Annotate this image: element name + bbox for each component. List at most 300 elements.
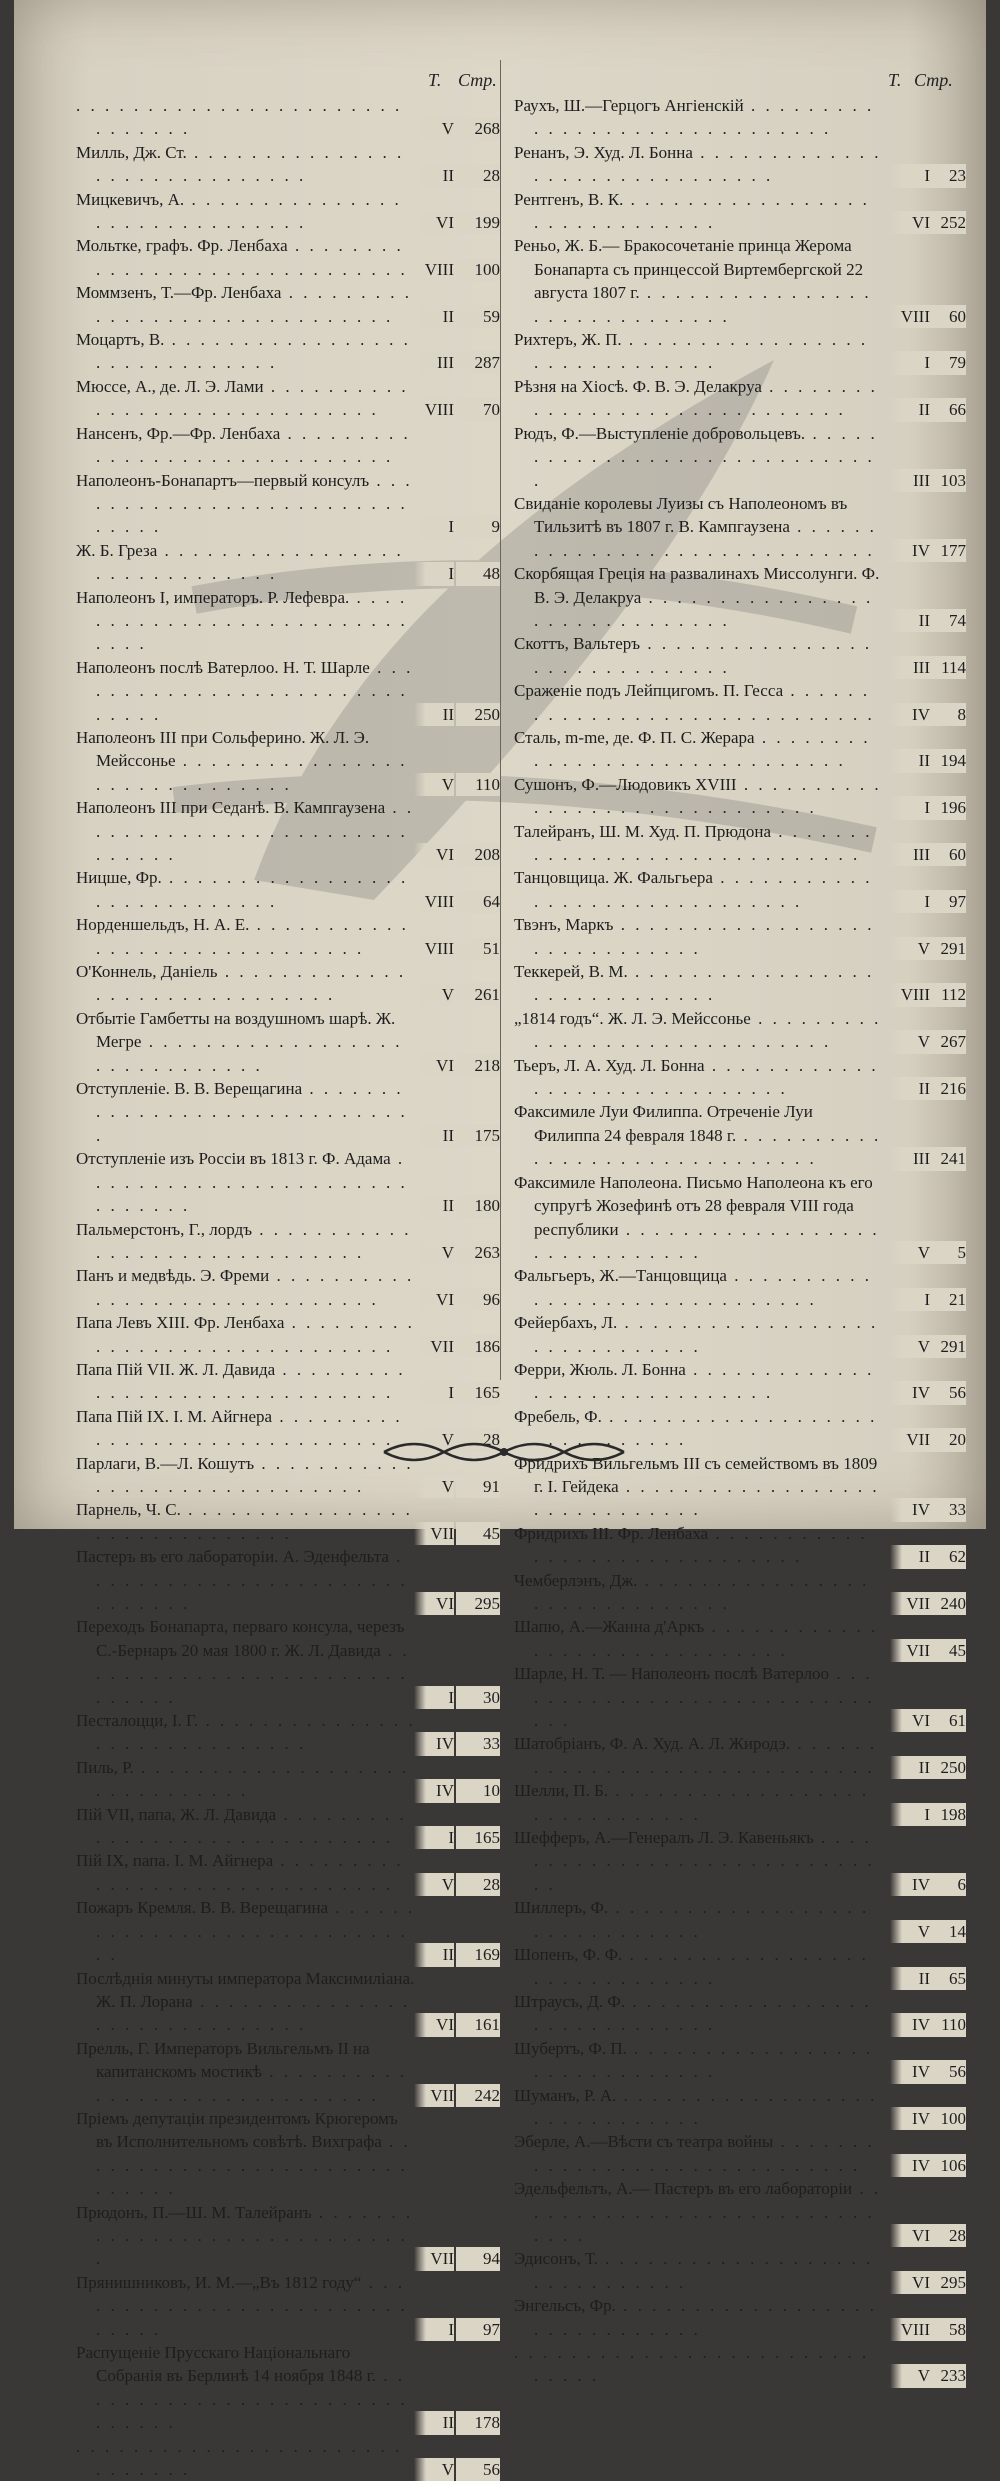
entry-page: 59 [456,305,500,328]
entry-page: 250 [456,703,500,726]
entry-page: 263 [456,1241,500,1264]
index-entry [514,1779,966,1826]
index-entry [76,1007,500,1077]
entry-page: 100 [456,258,500,281]
entry-title: Шелли, П. Б. . . . [514,1779,966,1826]
entry-title: Шатобріанъ, Ф. А. Худ. А. Л. Жиродэ. . . . [514,1732,966,1779]
page-header: Стр. [914,70,953,90]
entry-volume: V [890,1241,930,1264]
entry-volume: VIII [890,983,930,1006]
left-column-header [76,70,500,94]
column-divider [500,60,501,1380]
entry-page: 74 [930,609,966,632]
entry-title: Ницше, Фр. . . . [76,866,500,913]
entry-title: Наполеонъ III при Сольферино. Ж. Л. Э. Мейссонье . . . [76,726,500,796]
entry-volume: IV [890,2013,930,2036]
page-header: Стр. [458,70,497,90]
entry-title: Шиллеръ, Ф. . . . [514,1896,966,1943]
entry-volume: V [414,1475,454,1498]
entry-volume: VI [890,211,930,234]
entry-title: Папа Левъ XIII. Фр. Ленбаха . . . [76,1311,500,1358]
entry-title: Скоттъ, Вальтеръ . . . [514,632,966,679]
entry-title: Шапю, А.—Жанна д'Аркъ . . . [514,1615,966,1662]
entry-title: Факсимиле Луи Филиппа. Отреченіе Луи Филиппа 24 февраля 1848 г. . . . [514,1100,966,1170]
entry-page: 250 [930,1756,966,1779]
entry-title: Эберле, А.—Вѣсти съ театра войны . . . [514,2130,966,2177]
index-entry [514,679,966,726]
entry-title: Эдельфельтъ, А.— Пастеръ въ его лабораторіи . . . [514,2177,966,2247]
entry-volume: II [890,398,930,421]
entry-title: Фальгьеръ, Ж.—Танцовщица . . . [514,1264,966,1311]
entry-page: 103 [930,469,966,492]
index-entry [514,375,966,422]
entry-page: 240 [930,1592,966,1615]
entry-volume: V [890,1920,930,1943]
entry-page: 56 [930,1381,966,1404]
left-entry-list [76,94,500,2481]
entry-title: Отступленіе изъ Россіи въ 1813 г. Ф. Адама . . . [76,1147,500,1217]
entry-page: 9 [456,515,500,538]
entry-page: 33 [930,1498,966,1521]
entry-title: Сушонъ, Ф.—Людовикъ XVIII . . . [514,773,966,820]
entry-volume: VII [890,1639,930,1662]
entry-volume: V [890,937,930,960]
entry-page: 6 [930,1873,966,1896]
entry-volume: V [414,1241,454,1264]
entry-title: Талейранъ, Ш. М. Худ. П. Прюдона . . . [514,820,966,867]
entry-page: 28 [456,164,500,187]
entry-title: Реньо, Ж. Б.— Бракосочетаніе принца Жерома Бонапарта съ принцессой Виртембергской 22 августа 1807 г. . . . [514,234,966,328]
entry-volume: III [414,351,454,374]
entry-title: Шарле, Н. Т. — Наполеонъ послѣ Ватерлоо . . . [514,1662,966,1732]
entry-page: 28 [456,1873,500,1896]
entry-page: 10 [456,1779,500,1802]
entry-page: 198 [930,1803,966,1826]
entry-title: Танцовщица. Ж. Фальгьера . . . [514,866,966,913]
right-column [514,70,966,2388]
entry-title: Пастеръ въ его лабораторіи. А. Эденфельта . . . [76,1545,500,1615]
index-entry [514,866,966,913]
entry-volume: VI [890,2271,930,2294]
entry-volume: VIII [414,890,454,913]
entry-page: 64 [456,890,500,913]
entry-volume: VII [414,2084,454,2107]
index-entry [514,913,966,960]
entry-page: 96 [456,1288,500,1311]
index-entry [76,866,500,913]
index-entry [76,796,500,866]
entry-volume: VI [890,1709,930,1732]
index-entry [76,656,500,726]
entry-volume: VI [414,1288,454,1311]
entry-title: Энгельсъ, Фр. . . . [514,2294,966,2341]
entry-page: 65 [930,1967,966,1990]
entry-title: Эдисонъ, Т. . . . [514,2247,966,2294]
entry-page: 70 [456,398,500,421]
index-entry [76,1615,500,1709]
volume-header: Т. [428,70,442,90]
entry-page: 45 [930,1639,966,1662]
entry-volume: I [890,1803,930,1826]
entry-page: 97 [930,890,966,913]
entry-page: 112 [930,983,966,1006]
entry-title: Прянишниковъ, И. М.—„Въ 1812 году“ . . . [76,2271,500,2341]
entry-volume: IV [890,1381,930,1404]
entry-title: Штраусъ, Д. Ф. . . . [514,1990,966,2037]
entry-page: 62 [930,1545,966,1568]
entry-page: 56 [930,2060,966,2083]
entry-page: 252 [930,211,966,234]
entry-title: Свиданіе королевы Луизы съ Наполеономъ въ Тильзитѣ въ 1807 г. В. Кампгаузена . . . [514,492,966,562]
entry-page: 196 [930,796,966,819]
ornament-vignette [374,1432,634,1472]
entry-title: Мольтке, графъ. Фр. Ленбаха . . . [76,234,500,281]
entry-volume: II [414,703,454,726]
index-entry [76,328,500,375]
index-entry [76,2201,500,2271]
entry-title: Пальмерстонъ, Г., лордъ . . . [76,1218,500,1265]
entry-volume: II [414,305,454,328]
entry-volume: II [414,1194,454,1217]
index-entry [76,1147,500,1217]
entry-volume: II [414,1943,454,1966]
entry-title: Шубертъ, Ф. П. . . . [514,2037,966,2084]
entry-page: 5 [930,1241,966,1264]
entry-title: Наполеонъ III при Седанѣ. В. Кампгаузена . . . [76,796,500,866]
book-page [14,0,986,2480]
entry-page: 199 [456,211,500,234]
entry-page: 51 [456,937,500,960]
entry-volume: VIII [414,258,454,281]
entry-volume: V [414,1428,454,1451]
entry-volume: I [414,1826,454,1849]
index-entry [514,1171,966,1265]
entry-page: 30 [456,1686,500,1709]
entry-volume: II [890,609,930,632]
entry-volume: VII [414,1522,454,1545]
entry-volume: VI [890,2224,930,2247]
entry-volume: VII [890,1428,930,1451]
entry-page: 261 [456,983,500,1006]
entry-title: Наполеонъ-Бонапартъ—первый консулъ . . . [76,469,500,539]
entry-volume: II [414,1124,454,1147]
index-entry [514,1943,966,1990]
entry-volume: VI [414,211,454,234]
index-entry [76,1358,500,1405]
entry-title: Панъ и медвѣдь. Э. Фреми . . . [76,1264,500,1311]
entry-page: 233 [930,2364,966,2387]
entry-volume: V [890,2364,930,2387]
entry-page: 45 [456,1522,500,1545]
index-entry [514,1054,966,1101]
entry-page: 58 [930,2318,966,2341]
index-entry [76,1545,500,1615]
entry-volume: I [890,796,930,819]
left-column [76,70,500,2481]
entry-title: Фребель, Ф. . . . [514,1405,966,1452]
index-entry [76,2107,500,2201]
entry-title: Ренанъ, Э. Худ. Л. Бонна . . . [514,141,966,188]
entry-title: Моцартъ, В. . . . [76,328,500,375]
index-entry [514,1100,966,1170]
entry-title: Шопенъ, Ф. Ф. . . . [514,1943,966,1990]
index-entry [514,2037,966,2084]
entry-volume: IV [414,1732,454,1755]
index-entry [514,2341,966,2388]
entry-volume: VIII [890,2318,930,2341]
index-entry [514,820,966,867]
entry-volume: I [414,515,454,538]
index-entry [514,2294,966,2341]
index-entry [514,1990,966,2037]
index-entry [76,586,500,656]
entry-title: Папа Пій IX. І. М. Айгнера . . . [76,1405,500,1452]
entry-page: 14 [930,1920,966,1943]
entry-title: Папа Пій VII. Ж. Л. Давида . . . [76,1358,500,1405]
index-entry [76,1218,500,1265]
entry-volume: VI [414,843,454,866]
entry-title: Ферри, Жюль. Л. Бонна . . . [514,1358,966,1405]
entry-volume: VII [890,1592,930,1615]
index-entry [514,2177,966,2247]
index-entry [76,1311,500,1358]
entry-volume: II [890,1545,930,1568]
entry-volume: VIII [414,937,454,960]
entry-title: Мицкевичъ, А. . . . [76,188,500,235]
entry-title: Парнель, Ч. С. . . . [76,1498,500,1545]
entry-volume: IV [890,2060,930,2083]
entry-title: Пожаръ Кремля. В. В. Верещагина . . . [76,1896,500,1966]
entry-title: Сталь, m-me, де. Ф. П. С. Жерара . . . [514,726,966,773]
entry-page: 268 [456,117,500,140]
entry-title: Наполеонъ послѣ Ватерлоо. Н. Т. Шарле . . . [76,656,500,726]
entry-title: Пій IX, папа. І. М. Айгнера . . . [76,1849,500,1896]
entry-page: 161 [456,2013,500,2036]
entry-volume: VII [414,2247,454,2270]
entry-title: Пиль, Р. . . . [76,1756,500,1803]
index-entry [76,94,500,141]
entry-title: Шуманъ, Р. А. . . . [514,2084,966,2131]
right-column-header [514,70,966,94]
index-entry [514,1311,966,1358]
entry-page: 23 [930,164,966,187]
index-entry [514,422,966,492]
index-entry [76,1896,500,1966]
entry-title: Прюдонъ, П.—Ш. М. Талейранъ . . . [76,2201,500,2271]
entry-page: 175 [456,1124,500,1147]
index-entry [76,1498,500,1545]
entry-volume: VI [414,2013,454,2036]
entry-volume: IV [890,1498,930,1521]
entry-volume: III [890,843,930,866]
entry-volume: VII [414,1335,454,1358]
entry-page: 242 [456,2084,500,2107]
entry-volume: V [414,983,454,1006]
entry-title: Рентгенъ, В. К. . . . [514,188,966,235]
index-entry [76,960,500,1007]
index-entry [514,2247,966,2294]
entry-page: 194 [930,749,966,772]
entry-title: Милль, Дж. Ст. . . . [76,141,500,188]
index-entry [514,2130,966,2177]
entry-page: 216 [930,1077,966,1100]
index-entry [76,1803,500,1850]
index-entry [76,1709,500,1756]
index-entry [514,141,966,188]
entry-page: 33 [456,1732,500,1755]
index-entry [514,1826,966,1896]
entry-volume: I [890,890,930,913]
index-entry [514,1732,966,1779]
entry-page: 28 [930,2224,966,2247]
entry-title: Наполеонъ I, императоръ. Р. Лефевра. . . . [76,586,500,656]
entry-title: Теккерей, В. М. . . . [514,960,966,1007]
entry-title: Скорбящая Греція на развалинахъ Миссолунги. Ф. В. Э. Делакруа . . . [514,562,966,632]
index-entry [514,1007,966,1054]
entry-title: Послѣднія минуты императора Максимиліана. Ж. П. Лорана . . . [76,1967,500,2037]
entry-volume: V [414,2458,454,2481]
index-entry [76,726,500,796]
index-entry [514,773,966,820]
entry-page: 97 [456,2318,500,2341]
entry-volume: I [414,1381,454,1404]
entry-page: 291 [930,937,966,960]
entry-title: „1814 годъ“. Ж. Л. Э. Мейссонье . . . [514,1007,966,1054]
entry-volume: IV [890,1873,930,1896]
index-entry [514,188,966,235]
entry-page: 180 [456,1194,500,1217]
entry-title: Пій VII, папа, Ж. Л. Давида . . . [76,1803,500,1850]
entry-page: 106 [930,2154,966,2177]
entry-page: 165 [456,1826,500,1849]
index-entry [514,492,966,562]
entry-title: Фридрихъ Вильгельмъ III съ семействомъ въ 1809 г. І. Гейдека . . . [514,1452,966,1522]
entry-volume: IV [890,2154,930,2177]
entry-page: 186 [456,1335,500,1358]
index-entry [514,1896,966,1943]
entry-volume: V [414,117,454,140]
index-entry [514,632,966,679]
entry-page: 295 [930,2271,966,2294]
entry-volume: IV [890,703,930,726]
index-entry [76,539,500,586]
entry-volume: V [414,773,454,796]
entry-page: 21 [930,1288,966,1311]
entry-page: 61 [930,1709,966,1732]
index-entry [76,375,500,422]
entry-page: 60 [930,843,966,866]
entry-page: 208 [456,843,500,866]
index-entry [76,1077,500,1147]
entry-title: Фейербахъ, Л. . . . [514,1311,966,1358]
entry-volume: IV [414,1779,454,1802]
entry-page: 177 [930,539,966,562]
index-entry [76,2341,500,2435]
entry-title: Твэнъ, Маркъ . . . [514,913,966,960]
entry-page: 8 [930,703,966,726]
index-entry [514,328,966,375]
entry-volume: I [890,351,930,374]
index-entry [514,1569,966,1616]
entry-volume: VIII [890,305,930,328]
entry-volume: III [890,1147,930,1170]
entry-title: Распущеніе Прусскаго Національнаго Собранія въ Берлинѣ 14 ноября 1848 г. . . . [76,2341,500,2435]
right-entry-list [514,94,966,2388]
entry-volume: II [414,164,454,187]
index-entry [76,913,500,960]
entry-title: О'Коннель, Даніель . . . [76,960,500,1007]
entry-volume: VIII [414,398,454,421]
entry-volume: VI [414,1592,454,1615]
index-entry [76,1264,500,1311]
entry-volume: II [890,1756,930,1779]
entry-volume: I [414,562,454,585]
entry-volume: V [414,1873,454,1896]
entry-title: Парлаги, В.—Л. Кошутъ . . . [76,1452,500,1499]
entry-volume: II [890,1967,930,1990]
entry-title: Отступленіе. В. В. Верещагина . . . [76,1077,500,1147]
entry-title: Тьеръ, Л. А. Худ. Л. Бонна . . . [514,1054,966,1101]
entry-page: 169 [456,1943,500,1966]
index-entry [76,469,500,539]
entry-title: Ж. Б. Греза . . . [76,539,500,586]
entry-volume: II [414,2411,454,2434]
index-entry [76,1849,500,1896]
entry-volume: V [890,1335,930,1358]
index-entry [76,422,500,469]
entry-volume: I [414,1686,454,1709]
entry-page: 110 [456,773,500,796]
index-entry [76,234,500,281]
entry-page: 114 [930,656,966,679]
entry-title: Отбытіе Гамбетты на воздушномъ шарѣ. Ж. Мегре . . . [76,1007,500,1077]
entry-title: Сраженіе подъ Лейпцигомъ. П. Гесса . . . [514,679,966,726]
entry-title: Шефферъ, А.—Генералъ Л. Э. Кавеньякъ . . . [514,1826,966,1896]
entry-page: 267 [930,1030,966,1053]
index-entry [514,234,966,328]
entry-page: 295 [456,1592,500,1615]
entry-page: 56 [456,2458,500,2481]
entry-title: Песталоцци, І. Г. . . . [76,1709,500,1756]
entry-page: 60 [930,305,966,328]
entry-title: Пріемъ депутаціи президентомъ Крюгеромъ въ Исполнительномъ совѣтѣ. Вихграфа . . . [76,2107,500,2201]
entry-page: 218 [456,1054,500,1077]
entry-volume: I [414,2318,454,2341]
index-entry [514,960,966,1007]
entry-volume: I [890,1288,930,1311]
entry-page: 91 [456,1475,500,1498]
index-entry [514,726,966,773]
index-entry [514,1264,966,1311]
entry-page: 100 [930,2107,966,2130]
index-entry [76,281,500,328]
index-entry [76,2435,500,2481]
entry-page: 66 [930,398,966,421]
index-entry [76,1967,500,2037]
index-entry [76,2037,500,2107]
entry-title: Нансенъ, Фр.—Фр. Ленбаха . . . [76,422,500,469]
entry-volume: I [890,164,930,187]
index-entry [514,562,966,632]
index-entry [514,1358,966,1405]
entry-page: 178 [456,2411,500,2434]
index-entry [514,94,966,141]
entry-title: Переходъ Бонапарта, перваго консула, черезъ С.-Бернаръ 20 мая 1800 г. Ж. Л. Давида . . . [76,1615,500,1709]
entry-page: 79 [930,351,966,374]
index-entry [514,2084,966,2131]
entry-page: 165 [456,1381,500,1404]
entry-volume: III [890,656,930,679]
